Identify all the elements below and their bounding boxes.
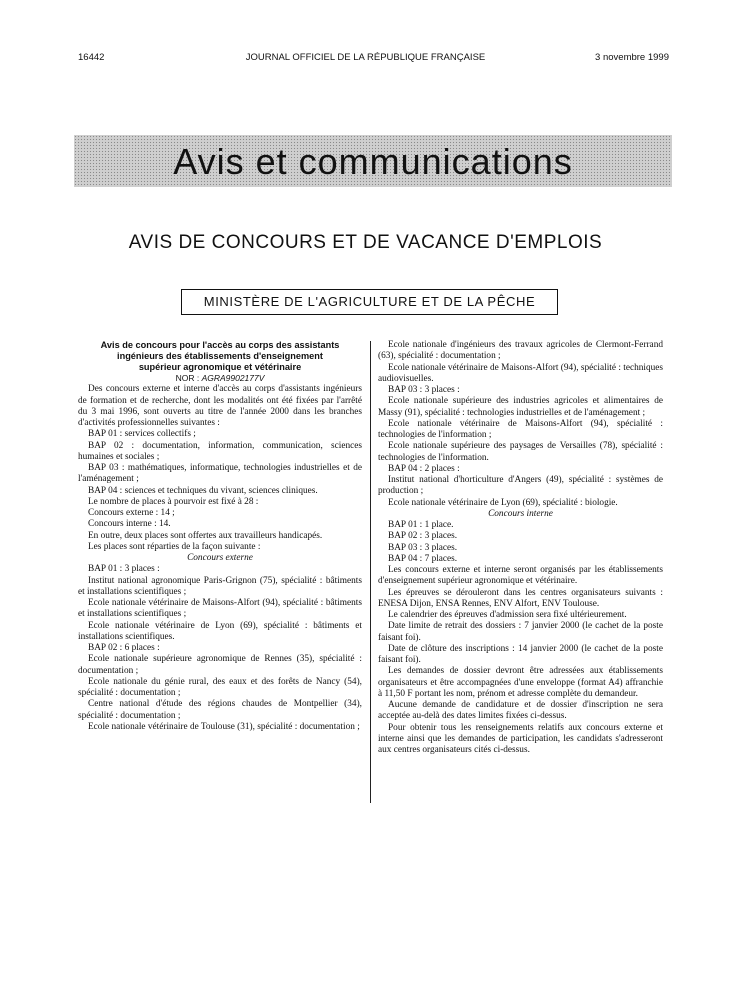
closing-paragraph: Les épreuves se dérouleront dans les centres organisateurs suivants : ENESA Dijon, ENSA Rennes, ENV Alfort, ENV Toulouse. — [378, 587, 663, 609]
bap01-heading: BAP 01 : 3 places : — [88, 564, 160, 575]
left-column — [78, 340, 362, 733]
bap04-heading: BAP 04 : 2 places : — [388, 463, 460, 474]
interne-count: Concours interne : 14. — [88, 519, 171, 530]
establishment-item: Ecole nationale supérieure agronomique de Rennes (35), spécialité : documentation ; — [78, 654, 362, 676]
section-title: AVIS DE CONCOURS ET DE VACANCE D'EMPLOIS — [128, 232, 603, 253]
externe-heading: Concours externe — [187, 553, 253, 563]
repartition-text: Les places sont réparties de la façon suivante : — [88, 541, 261, 552]
ministry-box: MINISTÈRE DE L'AGRICULTURE ET DE LA PÊCHE — [181, 289, 558, 315]
establishment-item: Ecole nationale vétérinaire de Maisons-Alfort (94), spécialité : techniques audiovisuelles. — [378, 362, 663, 384]
establishment-item: Ecole nationale vétérinaire de Toulouse (31), spécialité : documentation ; — [88, 721, 360, 732]
article-title-line: supérieur agronomique et vétérinaire — [138, 362, 302, 372]
establishment-item: Institut national agronomique Paris-Grignon (75), spécialité : bâtiments et installations scientifiques ; — [78, 575, 362, 597]
establishment-item: Ecole nationale vétérinaire de Maisons-Alfort (94), spécialité : technologies de l'information ; — [378, 418, 663, 440]
closing-paragraph: Aucune demande de candidature et de dossier d'inscription ne sera acceptée au-delà des dates limites fixées ci-dessus. — [378, 700, 663, 722]
intro-paragraph: Des concours externe et interne d'accès au corps d'assistants ingénieurs de formation et de recherche, dont les modalités ont été fixées par l'arrêté du 3 mai 1996, sont ouverts au titre de l'année 2000 dans les branches d'activités professionnelles suivantes : — [78, 384, 362, 428]
establishment-item: Ecole nationale du génie rural, des eaux et des forêts de Nancy (54), spécialité : documentation ; — [78, 676, 362, 698]
establishment-item: Ecole nationale supérieure des paysages de Versailles (78), spécialité : technologies de l'information. — [378, 441, 663, 463]
establishment-item: Ecole nationale vétérinaire de Lyon (69), spécialité : bâtiments et installations scientifiques. — [78, 620, 362, 642]
establishment-item: Centre national d'étude des régions chaudes de Montpellier (34), spécialité : documentation ; — [78, 699, 362, 721]
closing-paragraph: Les demandes de dossier devront être adressées aux établissements organisateurs et être accompagnées d'une enveloppe (format A4) affranchie à 11,50 F portant les nom, prénom et adresse complète du demandeur. — [378, 666, 663, 699]
interne-heading: Concours interne — [488, 508, 553, 519]
right-column — [378, 340, 663, 756]
closing-paragraph: Date de clôture des inscriptions : 14 janvier 2000 (le cachet de la poste faisant foi). — [378, 643, 663, 665]
nor-reference — [78, 373, 362, 384]
interne-item: BAP 02 : 3 places. — [388, 531, 458, 542]
places-text: Le nombre de places à pourvoir est fixé à 28 : — [88, 496, 259, 507]
bap-item: BAP 01 : services collectifs ; — [88, 429, 196, 440]
closing-paragraph: Date limite de retrait des dossiers : 7 janvier 2000 (le cachet de la poste faisant foi). — [378, 621, 663, 643]
journal-title: JOURNAL OFFICIEL DE LA RÉPUBLIQUE FRANÇAISE — [245, 52, 486, 63]
article-title-line: ingénieurs des établissements d'enseignement — [117, 351, 323, 361]
article-title-line: Avis de concours pour l'accès au corps des assistants — [100, 340, 340, 350]
closing-paragraph: Le calendrier des épreuves d'admission sera fixé ultérieurement. — [388, 610, 627, 620]
establishment-item: Ecole nationale d'ingénieurs des travaux agricoles de Clermont-Ferrand (63), spécialité : documentation ; — [378, 340, 663, 362]
issue-date: 3 novembre 1999 — [595, 52, 669, 63]
interne-item: BAP 03 : 3 places. — [388, 542, 458, 553]
column-divider — [370, 341, 371, 803]
page-number: 16442 — [78, 52, 105, 63]
nor-code: AGRA9902177V — [201, 373, 265, 383]
bap02-heading: BAP 02 : 6 places : — [88, 643, 160, 653]
establishment-item: Ecole nationale vétérinaire de Lyon (69), spécialité : biologie. — [388, 497, 618, 508]
closing-paragraph: Les concours externe et interne seront organisés par les établissements d'enseignement supérieur agronomique et vétérinaire. — [378, 565, 663, 587]
bap03-heading: BAP 03 : 3 places : — [388, 385, 460, 395]
externe-count: Concours externe : 14 ; — [88, 508, 175, 518]
interne-item: BAP 01 : 1 place. — [388, 520, 454, 530]
bap-item: BAP 03 : mathématiques, informatique, technologies industrielles et de l'aménagement ; — [78, 463, 362, 485]
band-title: Avis et communications — [173, 141, 573, 182]
establishment-item: Ecole nationale vétérinaire de Maisons-Alfort (94), spécialité : bâtiments et installations scientifiques ; — [78, 598, 362, 620]
establishment-item: Institut national d'horticulture d'Angers (49), spécialité : systèmes de production ; — [378, 475, 663, 497]
interne-item: BAP 04 : 7 places. — [388, 553, 458, 564]
bap-item: BAP 02 : documentation, information, communication, sciences humaines et sociales ; — [78, 440, 362, 462]
handicap-text: En outre, deux places sont offertes aux travailleurs handicapés. — [88, 530, 323, 541]
establishment-item: Ecole nationale supérieure des industries agricoles et alimentaires de Massy (91), spécialité : technologies industrielles et de l'aménagement ; — [378, 396, 663, 418]
bap-item: BAP 04 : sciences et techniques du vivant, sciences cliniques. — [88, 485, 318, 496]
closing-paragraph: Pour obtenir tous les renseignements relatifs aux concours externe et interne ainsi que les demandes de participation, les candidats s'adresseront aux centres organisateurs cités ci-dessus. — [378, 722, 663, 755]
nor-label: NOR : — [175, 373, 200, 383]
